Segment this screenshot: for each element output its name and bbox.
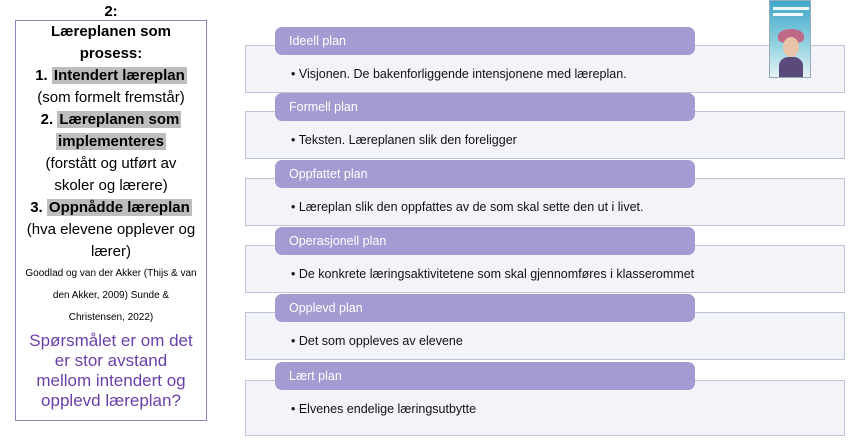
left-heading-line1: Læreplanen som [50,23,172,40]
reference-c: Christensen, 2022) [68,312,154,323]
left-heading-line2: prosess: [79,45,143,62]
item1-desc: (som formelt fremstår) [37,89,185,106]
level-text: • Elvenes endelige læringsutbytte [291,402,477,416]
item2-line [16,109,206,131]
item2-desc-b: skoler og lærere) [54,177,168,194]
level-item [245,227,845,281]
item1-number: 1. [35,67,48,84]
level-title: Operasjonell plan [275,227,695,255]
question-c: mellom intendert og [36,371,186,390]
level-text: • Visjonen. De bakenforliggende intensjonene med læreplan. [291,67,627,81]
curriculum-process-box [15,20,207,421]
level-title: Lært plan [275,362,695,390]
item3-label: Oppnådde læreplan [48,199,190,216]
book-cover-thumbnail [769,0,811,78]
level-title: Ideell plan [275,27,695,55]
level-text: • Teksten. Læreplanen slik den foreligger [291,133,517,147]
question [16,331,206,411]
item1-line [16,65,206,87]
item3-desc-b: lærer) [91,243,131,260]
level-item [245,362,845,416]
item2-label-a: Læreplanen som [59,111,180,128]
level-text: • Det som oppleves av elevene [291,334,463,348]
level-item [245,93,845,147]
slide-number: 2: [104,3,118,20]
question-a: Spørsmålet er om det [29,331,193,350]
item2-line-b [16,131,206,153]
question-b: er stor avstand [54,351,168,370]
item2-desc-a: (forstått og utført av [45,155,177,172]
item2-label-b: implementeres [58,133,164,150]
level-title: Formell plan [275,93,695,121]
question-d: opplevd læreplan? [41,391,181,410]
level-item [245,294,845,348]
level-title: Opplevd plan [275,294,695,322]
level-text: • Læreplan slik den oppfattes av de som skal sette den ut i livet. [291,200,644,214]
level-title: Oppfattet plan [275,160,695,188]
level-item [245,27,845,81]
item3-desc-a: (hva elevene opplever og [26,221,196,238]
reference-b: den Akker, 2009) Sunde & [52,290,170,301]
reference-a: Goodlad og van der Akker (Thijs & van [25,268,197,279]
curriculum-levels-diagram [245,0,855,442]
item3-line [16,197,206,219]
item1-label: Intendert læreplan [53,67,185,84]
item3-number: 3. [30,199,43,216]
item2-number: 2. [40,111,54,128]
level-text: • De konkrete læringsaktivitetene som skal gjennomføres i klasserommet [291,267,695,281]
level-item [245,160,845,214]
